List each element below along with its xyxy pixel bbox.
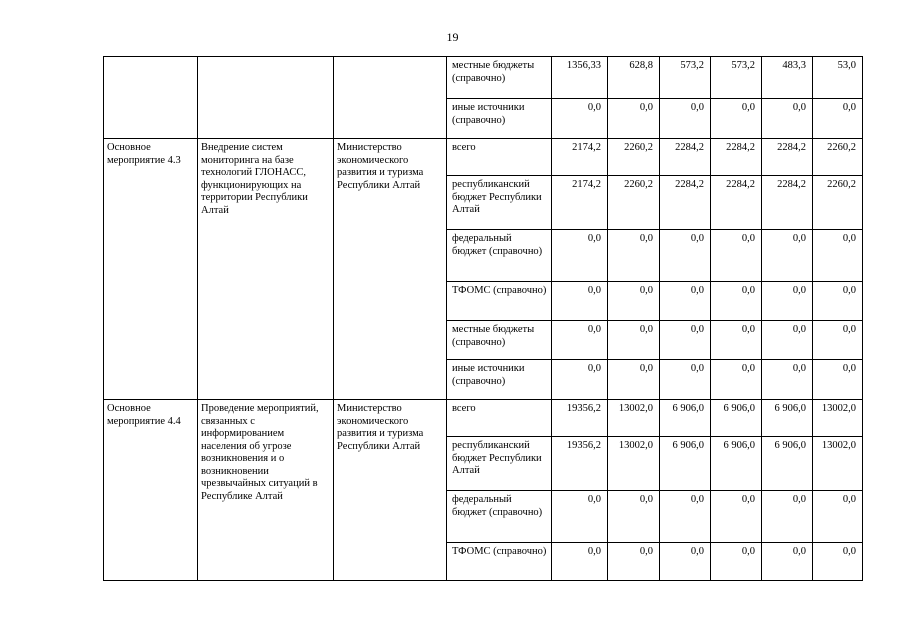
executor: Министерство экономического развития и туризма Республики Алтай bbox=[334, 139, 447, 400]
value-cell: 0,0 bbox=[762, 282, 813, 321]
value-cell: 0,0 bbox=[711, 321, 762, 360]
value-cell: 19356,2 bbox=[552, 400, 608, 437]
value-cell: 13002,0 bbox=[813, 437, 863, 491]
value-cell: 0,0 bbox=[813, 99, 863, 139]
funding-source: иные источники (справочно) bbox=[447, 360, 552, 400]
funding-source: республиканский бюджет Республики Алтай bbox=[447, 437, 552, 491]
value-cell: 0,0 bbox=[813, 321, 863, 360]
value-cell: 2260,2 bbox=[608, 176, 660, 230]
value-cell: 0,0 bbox=[608, 230, 660, 282]
funding-source: всего bbox=[447, 400, 552, 437]
value-cell: 0,0 bbox=[660, 230, 711, 282]
executor-empty bbox=[334, 57, 447, 139]
table-row bbox=[104, 400, 863, 437]
value-cell: 0,0 bbox=[813, 360, 863, 400]
value-cell: 0,0 bbox=[552, 99, 608, 139]
value-cell: 6 906,0 bbox=[711, 400, 762, 437]
value-cell: 13002,0 bbox=[608, 400, 660, 437]
table-row bbox=[104, 57, 863, 99]
value-cell: 0,0 bbox=[660, 99, 711, 139]
value-cell: 0,0 bbox=[552, 321, 608, 360]
funding-source: федеральный бюджет (справочно) bbox=[447, 491, 552, 543]
value-cell: 2284,2 bbox=[660, 139, 711, 176]
value-cell: 0,0 bbox=[660, 360, 711, 400]
value-cell: 6 906,0 bbox=[660, 400, 711, 437]
value-cell: 2284,2 bbox=[660, 176, 711, 230]
value-cell: 0,0 bbox=[711, 282, 762, 321]
measure-description: Внедрение систем мониторинга на базе технологий ГЛОНАСС, функционирующих на территории Республики Алтай bbox=[198, 139, 334, 400]
value-cell: 573,2 bbox=[660, 57, 711, 99]
value-cell: 483,3 bbox=[762, 57, 813, 99]
value-cell: 628,8 bbox=[608, 57, 660, 99]
value-cell: 0,0 bbox=[608, 321, 660, 360]
table-row bbox=[104, 139, 863, 176]
funding-source: иные источники (справочно) bbox=[447, 99, 552, 139]
measure-name: Основное мероприятие 4.3 bbox=[104, 139, 198, 400]
value-cell: 0,0 bbox=[660, 491, 711, 543]
value-cell: 2284,2 bbox=[762, 139, 813, 176]
value-cell: 0,0 bbox=[711, 99, 762, 139]
executor: Министерство экономического развития и туризма Республики Алтай bbox=[334, 400, 447, 581]
value-cell: 0,0 bbox=[762, 491, 813, 543]
value-cell: 0,0 bbox=[711, 491, 762, 543]
measure-name-empty bbox=[104, 57, 198, 139]
value-cell: 19356,2 bbox=[552, 437, 608, 491]
value-cell: 2260,2 bbox=[608, 139, 660, 176]
value-cell: 0,0 bbox=[608, 282, 660, 321]
value-cell: 2260,2 bbox=[813, 176, 863, 230]
value-cell: 0,0 bbox=[552, 230, 608, 282]
value-cell: 0,0 bbox=[660, 543, 711, 581]
value-cell: 0,0 bbox=[711, 230, 762, 282]
value-cell: 0,0 bbox=[711, 360, 762, 400]
value-cell: 0,0 bbox=[608, 360, 660, 400]
funding-source: республиканский бюджет Республики Алтай bbox=[447, 176, 552, 230]
measure-name: Основное мероприятие 4.4 bbox=[104, 400, 198, 581]
value-cell: 0,0 bbox=[813, 491, 863, 543]
value-cell: 573,2 bbox=[711, 57, 762, 99]
value-cell: 0,0 bbox=[608, 491, 660, 543]
value-cell: 1356,33 bbox=[552, 57, 608, 99]
page-number: 19 bbox=[446, 30, 459, 44]
funding-source: всего bbox=[447, 139, 552, 176]
value-cell: 0,0 bbox=[762, 360, 813, 400]
value-cell: 0,0 bbox=[660, 282, 711, 321]
measure-description-empty bbox=[198, 57, 334, 139]
value-cell: 6 906,0 bbox=[762, 437, 813, 491]
value-cell: 0,0 bbox=[711, 543, 762, 581]
value-cell: 2174,2 bbox=[552, 176, 608, 230]
value-cell: 0,0 bbox=[762, 230, 813, 282]
value-cell: 0,0 bbox=[813, 543, 863, 581]
value-cell: 0,0 bbox=[813, 230, 863, 282]
value-cell: 0,0 bbox=[552, 360, 608, 400]
value-cell: 0,0 bbox=[762, 543, 813, 581]
value-cell: 0,0 bbox=[813, 282, 863, 321]
value-cell: 0,0 bbox=[762, 321, 813, 360]
funding-source: ТФОМС (справочно) bbox=[447, 282, 552, 321]
funding-source: местные бюджеты (справочно) bbox=[447, 57, 552, 99]
value-cell: 6 906,0 bbox=[660, 437, 711, 491]
value-cell: 2260,2 bbox=[813, 139, 863, 176]
table-body bbox=[104, 57, 863, 581]
value-cell: 53,0 bbox=[813, 57, 863, 99]
value-cell: 6 906,0 bbox=[762, 400, 813, 437]
value-cell: 2284,2 bbox=[711, 176, 762, 230]
value-cell: 0,0 bbox=[762, 99, 813, 139]
funding-source: ТФОМС (справочно) bbox=[447, 543, 552, 581]
value-cell: 0,0 bbox=[660, 321, 711, 360]
funding-source: федеральный бюджет (справочно) bbox=[447, 230, 552, 282]
value-cell: 13002,0 bbox=[608, 437, 660, 491]
value-cell: 6 906,0 bbox=[711, 437, 762, 491]
value-cell: 2284,2 bbox=[711, 139, 762, 176]
value-cell: 0,0 bbox=[552, 491, 608, 543]
value-cell: 0,0 bbox=[608, 543, 660, 581]
value-cell: 2284,2 bbox=[762, 176, 813, 230]
funding-source: местные бюджеты (справочно) bbox=[447, 321, 552, 360]
value-cell: 13002,0 bbox=[813, 400, 863, 437]
value-cell: 2174,2 bbox=[552, 139, 608, 176]
value-cell: 0,0 bbox=[608, 99, 660, 139]
value-cell: 0,0 bbox=[552, 543, 608, 581]
budget-table bbox=[103, 56, 863, 581]
value-cell: 0,0 bbox=[552, 282, 608, 321]
measure-description: Проведение мероприятий, связанных с информированием населения об угрозе возникновения и о возникновении чрезвычайных ситуаций в Республике Алтай bbox=[198, 400, 334, 581]
